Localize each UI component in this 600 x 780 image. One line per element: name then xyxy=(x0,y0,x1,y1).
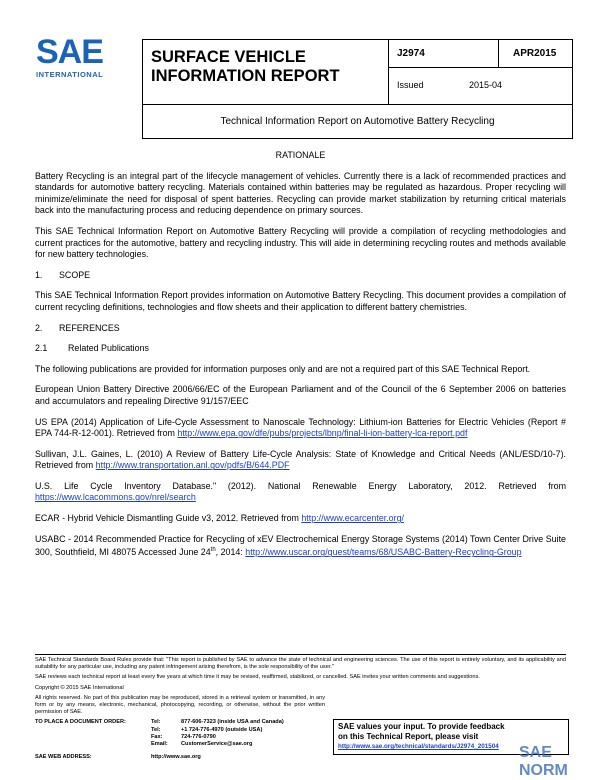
sae-logo xyxy=(36,34,122,90)
order-label: TO PLACE A DOCUMENT ORDER: xyxy=(35,719,126,726)
email-label: Email: xyxy=(151,741,168,748)
references-number: 2. xyxy=(35,322,43,333)
reference-epa-link[interactable]: http://www.epa.gov/dfe/pubs/projects/lbnp/final-li-ion-battery-lca-report.pdf xyxy=(177,428,468,439)
web-value: http://www.sae.org xyxy=(151,754,201,761)
reference-epa-text: US EPA (2014) Application of Life-Cycle Assessment to Nanoscale Technology: Lithium-ion Batteries for Electric Vehicles (Report # EPA 744-R-12-001). Retrieved from xyxy=(35,416,566,439)
tel2-label: Tel: xyxy=(151,726,161,733)
reference-usabc-superscript: th xyxy=(210,547,216,554)
tel-label: Tel: xyxy=(151,719,161,726)
reference-sullivan-link[interactable]: http://www.transportation.anl.gov/pdfs/B/644.PDF xyxy=(95,460,290,471)
references-heading xyxy=(35,323,566,335)
fax-value: 724-776-0790 xyxy=(181,733,216,740)
references-title: REFERENCES xyxy=(59,322,120,333)
reference-ecar-text: ECAR - Hybrid Vehicle Dismantling Guide v3, 2012. Retrieved from xyxy=(35,513,302,524)
watermark-logo: SAE NORM xyxy=(519,744,568,779)
reference-eu-directive: European Union Battery Directive 2006/66/EC of the European Parliament and of the Council of the 6 September 2006 on batteries and accumulators and repealing Directive 91/157/EEC xyxy=(35,384,566,406)
web-label: SAE WEB ADDRESS: xyxy=(35,754,92,761)
rationale-paragraph-1: Battery Recycling is an integral part of the lifecycle management of vehicles. Currently there is a lack of recommended practices and standards for automotive battery recycling. Materials contained within batteries may be regulated as hazardous. Proper recycling will minimize/eliminate the need for disposal of spent batteries. Recycling can provide market stabilization by returning critical materials back into the manufacturing process and reducing dependence on primary sources. xyxy=(35,170,566,216)
document-subtitle: Technical Information Report on Automotive Battery Recycling xyxy=(220,116,495,127)
references-intro: The following publications are provided for information purposes only and are not a required part of this SAE Technical Report. xyxy=(35,363,531,374)
scope-number: 1. xyxy=(35,269,43,280)
footer-review-text: SAE reviews each technical report at least every five years at which time it may be revised, reaffirmed, stabilized, or cancelled. SAE invites your written comments and suggestions. xyxy=(35,674,480,681)
tel2-value: +1 724-776-4970 (outside USA) xyxy=(181,726,263,733)
reference-usabc-text-end: , 2014: xyxy=(215,547,246,558)
scope-paragraph: This SAE Technical Information Report provides information on Automotive Battery Recycling. This document provides a compilation of current recycling definitions, technologies and flow sheets and their application to different battery chemistries. xyxy=(35,290,566,312)
tel-value: 877-606-7323 (inside USA and Canada) xyxy=(181,719,284,726)
report-type-title: SURFACE VEHICLE INFORMATION REPORT xyxy=(143,40,389,104)
feedback-line-2: on this Technical Report, please visit xyxy=(338,731,479,741)
document-number: J2974 xyxy=(389,40,499,67)
scope-heading xyxy=(35,270,566,282)
footer-copyright: Copyright © 2015 SAE International xyxy=(35,684,124,691)
reference-sullivan xyxy=(35,449,566,472)
rationale-paragraph-2: This SAE Technical Information Report on Automotive Battery Recycling will provide a compilation of recycling methodologies and current practices for the automotive, battery and recycling industry. This will aide in determining recycling routes and methods available for new battery technologies. xyxy=(35,225,566,260)
scope-title: SCOPE xyxy=(59,269,91,280)
reference-ecar xyxy=(35,513,566,525)
document-body xyxy=(35,150,566,568)
email-value: CustomerService@sae.org xyxy=(181,741,253,748)
fax-label: Fax: xyxy=(151,733,163,740)
related-publications-heading xyxy=(35,343,566,355)
footer-rights-text: All rights reserved. No part of this publication may be reproduced, stored in a retrieval system or transmitted, in any form or by any means, electronic, mechanical, photocopying, recording, or otherwise, without the prior written permission of SAE. xyxy=(35,694,325,716)
reference-epa xyxy=(35,417,566,440)
rationale-heading: RATIONALE xyxy=(275,150,326,160)
reference-lci-text: U.S. Life Cycle Inventory Database." (2012). National Renewable Energy Laboratory, 2012. Retrieved from xyxy=(35,480,566,491)
reference-usabc-link[interactable]: http://www.uscar.org/guest/teams/68/USABC-Battery-Recycling-Group xyxy=(245,547,522,558)
footer-rules-text: SAE Technical Standards Board Rules provide that: "This report is published by SAE to advance the state of technical and engineering sciences. The use of this report is entirely voluntary, and its applicability and suitability for any particular use, including any patent infringement arising therefrom, is the sole responsibility of the user." xyxy=(35,657,566,671)
web-address-row xyxy=(35,754,566,761)
issued-value: 2015-04 xyxy=(469,80,503,90)
feedback-line-1: SAE values your input. To provide feedback xyxy=(338,722,505,731)
document-header xyxy=(142,39,573,139)
reference-sullivan-text: Sullivan, J.L. Gaines, L. (2010) A Review of Battery Life-Cycle Analysis: State of Knowledge and Critical Needs (ANL/ESD/10-7). Retrieved from xyxy=(35,448,566,471)
document-date-code: APR2015 xyxy=(513,48,557,59)
feedback-link[interactable]: http://www.sae.org/technical/standards/J2974_201504 xyxy=(338,743,499,750)
reference-lci-link[interactable]: https://www.lcacommons.gov/nrel/search xyxy=(35,492,196,503)
logo-brand: SAE xyxy=(36,33,103,71)
related-number: 2.1 xyxy=(35,343,48,354)
related-title: Related Publications xyxy=(68,343,149,354)
footer-divider xyxy=(35,654,566,655)
issued-label: Issued xyxy=(397,80,424,90)
reference-ecar-link[interactable]: http://www.ecarcenter.org/ xyxy=(301,513,404,524)
reference-lci-database xyxy=(35,481,566,504)
reference-usabc-text: USABC - 2014 Recommended Practice for Recycling of xEV Electrochemical Energy Storage Systems (2014) Town Center Drive Suite 300, Southfield, MI 48075 Accessed June 24 xyxy=(35,533,566,558)
logo-subtext: INTERNATIONAL xyxy=(36,70,104,79)
reference-usabc xyxy=(35,534,566,559)
